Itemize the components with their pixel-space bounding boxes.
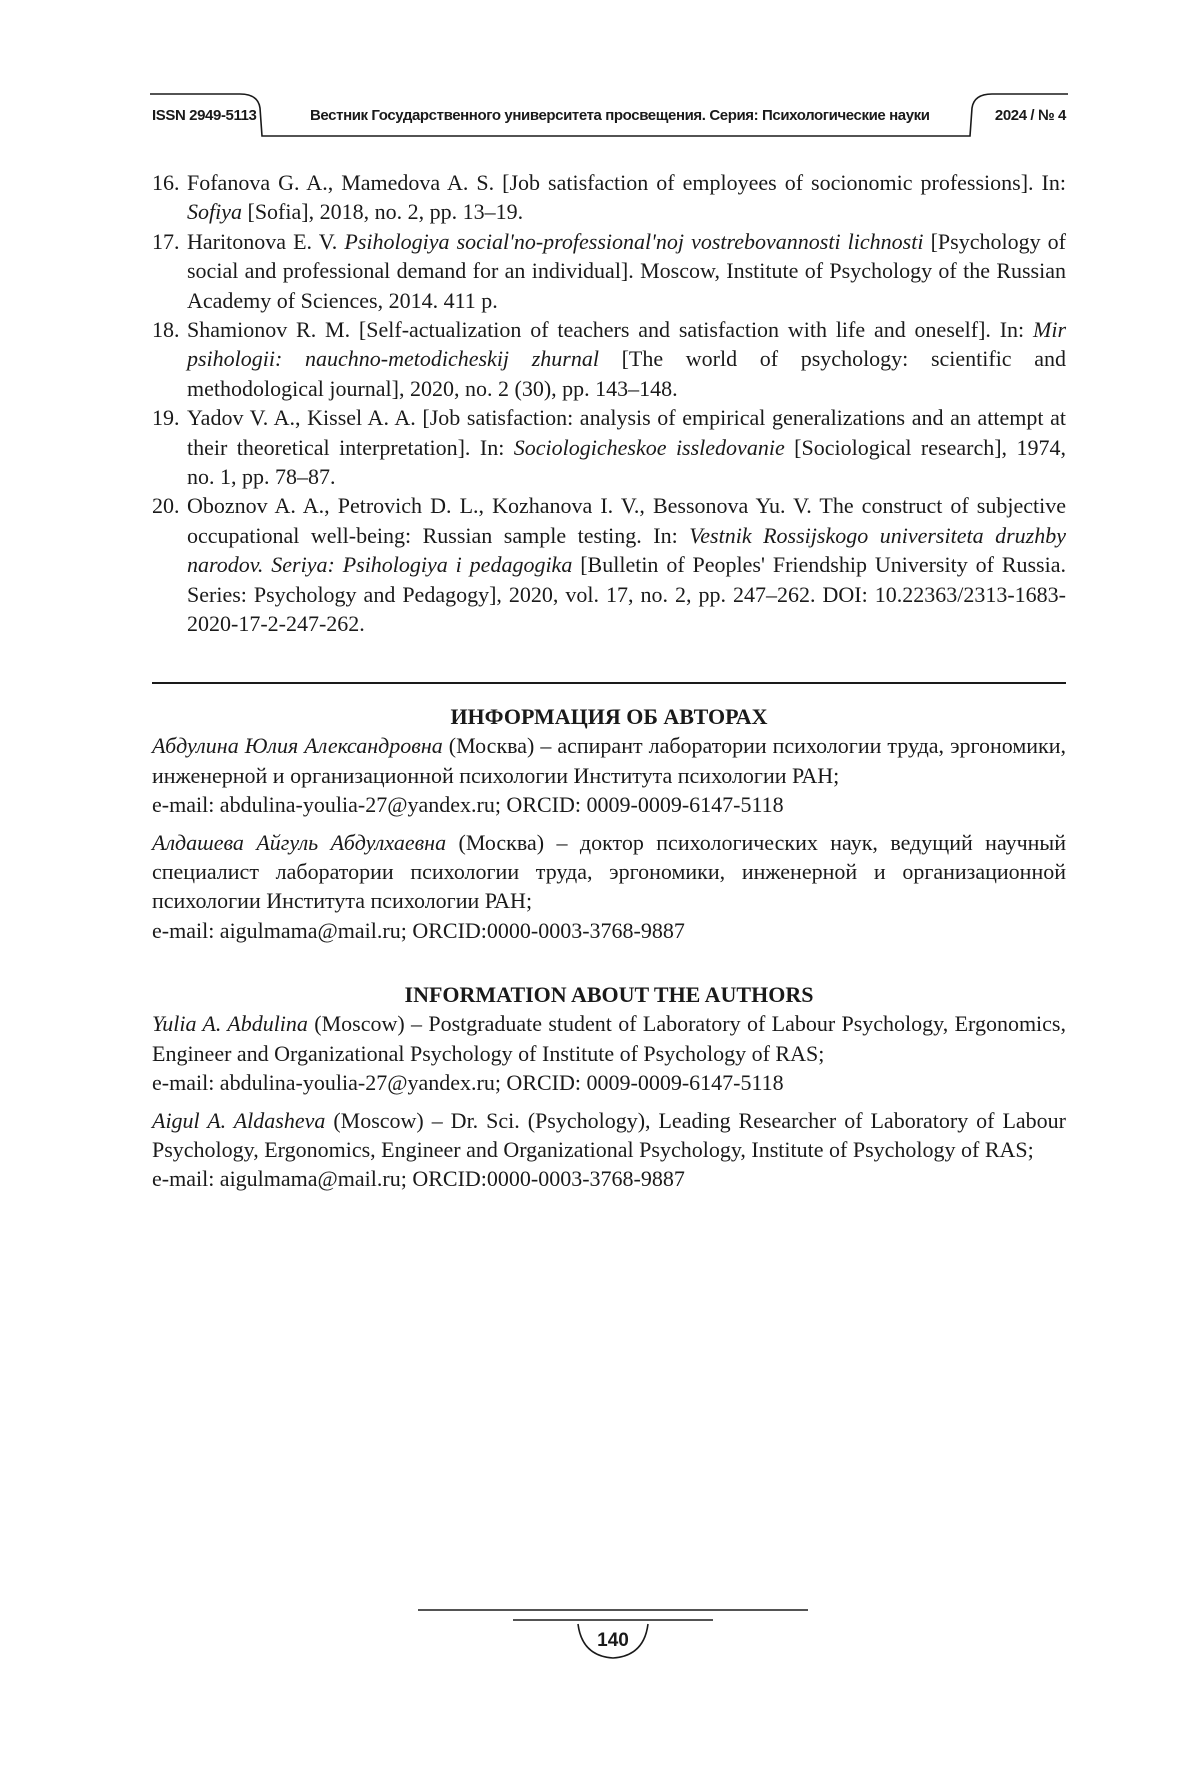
author-name: Алдашева Айгуль Абдулхаевна — [152, 830, 446, 855]
issue-label: 2024 / № 4 — [995, 107, 1066, 124]
issn-label: ISSN 2949-5113 — [152, 107, 256, 124]
reference-text: Oboznov A. A., Petrovich D. L., Kozhanova I. V., Bessonova Yu. V. The construct of subjective occupational well-being: Russian sample testing. In: Vestnik Rossijskogo universiteta druzhby narodov. Seriya: Psihologiya i pedagogika [Bulletin of Peoples' Friendship University of Russia. Series: Psychology and Pedagogy], 2020, vol. 17, no. 2, pp. 247–262. DOI: 10.22363/2313-1683-2020-17-2-247-262. — [187, 493, 1066, 636]
reference-item — [152, 491, 1066, 638]
reference-list — [152, 168, 1066, 639]
author-description: (Moscow) – Postgraduate student of Laboratory of Labour Psychology, Ergonomics, Engineer and Organizational Psychology of Institute of Psychology of RAS; — [152, 1011, 1066, 1065]
reference-number: 20. — [152, 491, 180, 520]
page-number: 140 — [568, 1630, 658, 1652]
reference-number: 18. — [152, 315, 180, 344]
reference-text: Shamionov R. M. [Self-actualization of teachers and satisfaction with life and oneself]. In: Mir psihologii: nauchno-metodicheskij zhurnal [The world of psychology: scientific and methodological journal], 2020, no. 2 (30), pp. 143–148. — [187, 317, 1066, 401]
page-footer — [418, 1608, 808, 1668]
reference-item — [152, 403, 1066, 491]
reference-number: 16. — [152, 168, 180, 197]
author-entry — [152, 828, 1066, 946]
reference-item — [152, 168, 1066, 227]
reference-number: 17. — [152, 227, 180, 256]
author-description: (Москва) – доктор психологических наук, ведущий научный специалист лаборатории психологии труда, эргономики, инженерной и организационной психологии Института психологии РАН; — [152, 830, 1066, 914]
author-name: Yulia A. Abdulina — [152, 1011, 308, 1036]
authors-info-ru — [152, 702, 1066, 945]
reference-item — [152, 227, 1066, 315]
journal-title: Вестник Государственного университета просвещения. Серия: Психологические науки — [310, 107, 910, 124]
author-contact: e-mail: abdulina-youlia-27@yandex.ru; ORCID: 0009-0009-6147-5118 — [152, 790, 1066, 819]
reference-number: 19. — [152, 403, 180, 432]
references-section — [152, 168, 1066, 639]
reference-text: Yadov V. A., Kissel A. A. [Job satisfaction: analysis of empirical generalizations and an attempt at their theoretical interpretation]. In: Sociologicheskoe issledovanie [Sociological research], 1974, no. 1, pp. 78–87. — [187, 405, 1066, 489]
author-contact: e-mail: aigulmama@mail.ru; ORCID:0000-0003-3768-9887 — [152, 1164, 1066, 1193]
author-name: Абдулина Юлия Александровна — [152, 733, 443, 758]
author-contact: e-mail: aigulmama@mail.ru; ORCID:0000-0003-3768-9887 — [152, 916, 1066, 945]
author-entry — [152, 731, 1066, 819]
author-description: (Москва) – аспирант лаборатории психологии труда, эргономики, инженерной и организационной психологии Института психологии РАН; — [152, 733, 1066, 787]
reference-item — [152, 315, 1066, 403]
authors-heading-en: INFORMATION ABOUT THE AUTHORS — [152, 980, 1066, 1009]
section-divider — [152, 682, 1066, 684]
author-name: Aigul A. Aldasheva — [152, 1108, 325, 1133]
authors-info-en — [152, 980, 1066, 1194]
running-header — [150, 92, 1068, 140]
reference-text: Fofanova G. A., Mamedova A. S. [Job satisfaction of employees of socionomic professions]. In: Sofiya [Sofia], 2018, no. 2, pp. 13–19. — [187, 170, 1066, 224]
author-entry — [152, 1009, 1066, 1097]
author-contact: e-mail: abdulina-youlia-27@yandex.ru; ORCID: 0009-0009-6147-5118 — [152, 1068, 1066, 1097]
author-entry — [152, 1106, 1066, 1194]
author-description: (Moscow) – Dr. Sci. (Psychology), Leading Researcher of Laboratory of Labour Psychology, Ergonomics, Engineer and Organizational Psychology, Institute of Psychology of RAS; — [152, 1108, 1066, 1162]
authors-heading-ru: ИНФОРМАЦИЯ ОБ АВТОРАХ — [152, 702, 1066, 731]
reference-text: Haritonova E. V. Psihologiya social'no-professional'noj vostrebovannosti lichnosti [Psychology of social and professional demand for an individual]. Moscow, Institute of Psychology of the Russian Academy of Sciences, 2014. 411 p. — [187, 229, 1066, 313]
